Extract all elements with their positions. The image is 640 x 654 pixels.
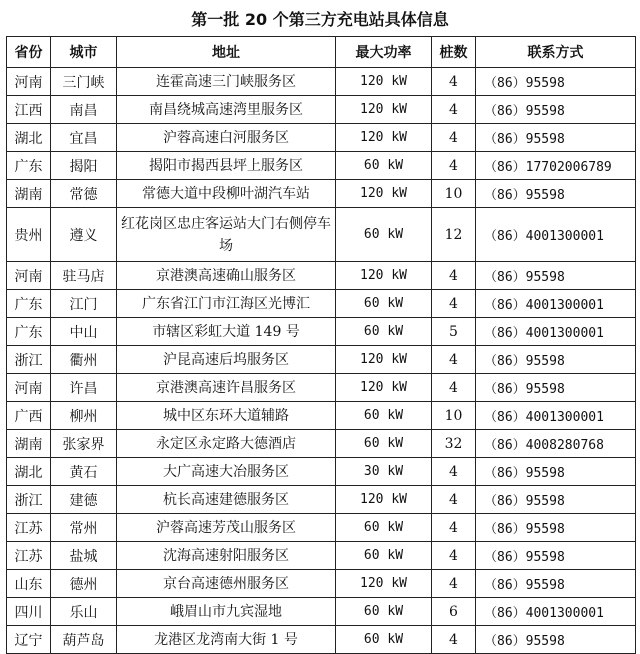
table-row	[7, 68, 636, 96]
table-row	[7, 458, 636, 486]
cell-count: 4	[432, 458, 476, 486]
cell-contact: （86）95598	[476, 68, 636, 96]
cell-count: 10	[432, 402, 476, 430]
cell-power: 60 kW	[336, 290, 432, 318]
cell-count: 32	[432, 430, 476, 458]
cell-address: 京台高速德州服务区	[117, 570, 336, 598]
cell-address: 南昌绕城高速湾里服务区	[117, 96, 336, 124]
cell-count: 4	[432, 570, 476, 598]
cell-contact: （86）95598	[476, 486, 636, 514]
cell-power: 30 kW	[336, 458, 432, 486]
cell-power: 120 kW	[336, 262, 432, 290]
cell-count: 4	[432, 152, 476, 180]
table-row	[7, 430, 636, 458]
cell-power: 60 kW	[336, 152, 432, 180]
table-row	[7, 598, 636, 626]
cell-count: 4	[432, 514, 476, 542]
cell-address: 永定区永定路大德酒店	[117, 430, 336, 458]
cell-address: 广东省江门市江海区光博汇	[117, 290, 336, 318]
table-row	[7, 180, 636, 208]
cell-city: 建德	[51, 486, 117, 514]
cell-power: 120 kW	[336, 124, 432, 152]
cell-province: 辽宁	[7, 626, 51, 654]
cell-power: 60 kW	[336, 208, 432, 262]
cell-province: 湖北	[7, 458, 51, 486]
cell-province: 广东	[7, 318, 51, 346]
cell-contact: （86）95598	[476, 124, 636, 152]
cell-address: 沪蓉高速白河服务区	[117, 124, 336, 152]
cell-city: 盐城	[51, 542, 117, 570]
header-province: 省份	[7, 37, 51, 68]
cell-contact: （86）95598	[476, 346, 636, 374]
cell-province: 江苏	[7, 514, 51, 542]
charging-station-table	[6, 36, 636, 654]
table-row	[7, 514, 636, 542]
cell-province: 广西	[7, 402, 51, 430]
cell-address: 大广高速大冶服务区	[117, 458, 336, 486]
cell-province: 贵州	[7, 208, 51, 262]
cell-address: 峨眉山市九宾湿地	[117, 598, 336, 626]
header-power: 最大功率	[336, 37, 432, 68]
table-row	[7, 542, 636, 570]
cell-city: 张家界	[51, 430, 117, 458]
cell-address: 沪昆高速后坞服务区	[117, 346, 336, 374]
cell-province: 广东	[7, 290, 51, 318]
cell-province: 浙江	[7, 346, 51, 374]
table-title: 第一批 20 个第三方充电站具体信息	[191, 10, 449, 29]
cell-power: 120 kW	[336, 180, 432, 208]
cell-address: 常德大道中段柳叶湖汽车站	[117, 180, 336, 208]
table-row	[7, 318, 636, 346]
cell-contact: （86）95598	[476, 458, 636, 486]
table-row	[7, 96, 636, 124]
cell-contact: （86）4001300001	[476, 318, 636, 346]
cell-contact: （86）4008280768	[476, 430, 636, 458]
table-row	[7, 208, 636, 262]
cell-power: 60 kW	[336, 626, 432, 654]
cell-address: 沈海高速射阳服务区	[117, 542, 336, 570]
cell-address: 杭长高速建德服务区	[117, 486, 336, 514]
cell-contact: （86）95598	[476, 570, 636, 598]
cell-contact: （86）95598	[476, 180, 636, 208]
cell-address: 京港澳高速确山服务区	[117, 262, 336, 290]
cell-address: 沪蓉高速芳茂山服务区	[117, 514, 336, 542]
table-row	[7, 402, 636, 430]
cell-province: 山东	[7, 570, 51, 598]
cell-power: 60 kW	[336, 402, 432, 430]
cell-address: 城中区东环大道辅路	[117, 402, 336, 430]
cell-address: 红花岗区忠庄客运站大门右侧停车场	[117, 208, 336, 262]
cell-address: 连霍高速三门峡服务区	[117, 68, 336, 96]
table-header-row	[7, 37, 636, 68]
cell-power: 60 kW	[336, 598, 432, 626]
cell-province: 江西	[7, 96, 51, 124]
cell-count: 4	[432, 68, 476, 96]
cell-count: 4	[432, 290, 476, 318]
table-row	[7, 290, 636, 318]
header-count: 桩数	[432, 37, 476, 68]
table-row	[7, 124, 636, 152]
cell-city: 常德	[51, 180, 117, 208]
cell-address: 京港澳高速许昌服务区	[117, 374, 336, 402]
cell-province: 湖南	[7, 180, 51, 208]
table-row	[7, 626, 636, 654]
cell-power: 120 kW	[336, 346, 432, 374]
cell-address: 市辖区彩虹大道 149 号	[117, 318, 336, 346]
cell-count: 4	[432, 124, 476, 152]
cell-city: 揭阳	[51, 152, 117, 180]
cell-contact: （86）95598	[476, 542, 636, 570]
cell-province: 湖北	[7, 124, 51, 152]
cell-contact: （86）95598	[476, 374, 636, 402]
cell-count: 4	[432, 486, 476, 514]
cell-city: 三门峡	[51, 68, 117, 96]
cell-province: 河南	[7, 262, 51, 290]
cell-power: 60 kW	[336, 514, 432, 542]
cell-city: 葫芦岛	[51, 626, 117, 654]
cell-contact: （86）95598	[476, 514, 636, 542]
cell-city: 遵义	[51, 208, 117, 262]
table-row	[7, 152, 636, 180]
cell-province: 河南	[7, 374, 51, 402]
table-row	[7, 262, 636, 290]
cell-city: 柳州	[51, 402, 117, 430]
table-row	[7, 346, 636, 374]
cell-power: 120 kW	[336, 570, 432, 598]
cell-city: 许昌	[51, 374, 117, 402]
cell-contact: （86）4001300001	[476, 402, 636, 430]
cell-contact: （86）4001300001	[476, 290, 636, 318]
table-row	[7, 374, 636, 402]
cell-power: 60 kW	[336, 542, 432, 570]
cell-power: 120 kW	[336, 68, 432, 96]
cell-count: 6	[432, 598, 476, 626]
cell-count: 5	[432, 318, 476, 346]
cell-city: 江门	[51, 290, 117, 318]
cell-city: 常州	[51, 514, 117, 542]
cell-province: 河南	[7, 68, 51, 96]
cell-province: 湖南	[7, 430, 51, 458]
cell-contact: （86）17702006789	[476, 152, 636, 180]
table-row	[7, 570, 636, 598]
table-row	[7, 486, 636, 514]
cell-count: 4	[432, 374, 476, 402]
cell-province: 广东	[7, 152, 51, 180]
cell-count: 12	[432, 208, 476, 262]
cell-province: 江苏	[7, 542, 51, 570]
cell-province: 浙江	[7, 486, 51, 514]
cell-count: 10	[432, 180, 476, 208]
cell-contact: （86）95598	[476, 626, 636, 654]
cell-count: 4	[432, 262, 476, 290]
header-contact: 联系方式	[476, 37, 636, 68]
header-address: 地址	[117, 37, 336, 68]
cell-power: 60 kW	[336, 318, 432, 346]
cell-city: 衢州	[51, 346, 117, 374]
cell-count: 4	[432, 96, 476, 124]
cell-count: 4	[432, 542, 476, 570]
cell-contact: （86）95598	[476, 262, 636, 290]
cell-city: 德州	[51, 570, 117, 598]
cell-city: 南昌	[51, 96, 117, 124]
cell-count: 4	[432, 346, 476, 374]
cell-city: 乐山	[51, 598, 117, 626]
header-city: 城市	[51, 37, 117, 68]
cell-contact: （86）4001300001	[476, 598, 636, 626]
cell-power: 120 kW	[336, 486, 432, 514]
cell-power: 120 kW	[336, 96, 432, 124]
cell-power: 120 kW	[336, 374, 432, 402]
table-body	[7, 68, 636, 654]
cell-city: 中山	[51, 318, 117, 346]
cell-city: 宜昌	[51, 124, 117, 152]
cell-count: 4	[432, 626, 476, 654]
cell-power: 60 kW	[336, 430, 432, 458]
cell-province: 四川	[7, 598, 51, 626]
cell-contact: （86）95598	[476, 96, 636, 124]
cell-address: 龙港区龙湾南大街 1 号	[117, 626, 336, 654]
cell-contact: （86）4001300001	[476, 208, 636, 262]
cell-address: 揭阳市揭西县坪上服务区	[117, 152, 336, 180]
cell-city: 黄石	[51, 458, 117, 486]
cell-city: 驻马店	[51, 262, 117, 290]
